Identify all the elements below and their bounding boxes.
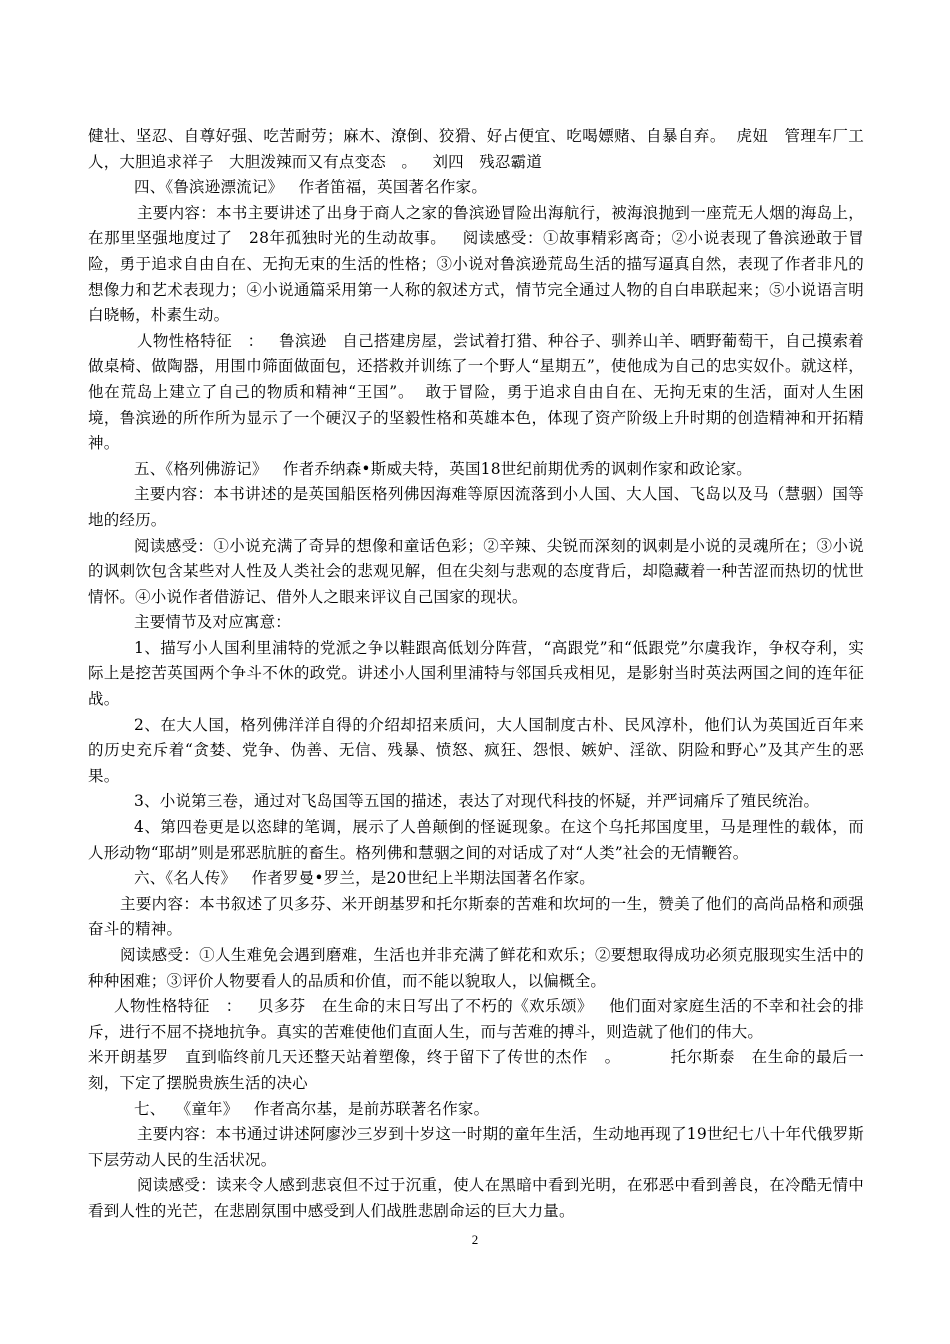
paragraph-gulliver-plot-3: 3、小说第三卷，通过对飞岛国等五国的描述，表达了对现代科技的怀疑，并严词痛斥了殖民统治。: [134, 792, 820, 811]
paragraph-childhood-feelings: 阅读感受：读来令人感到悲哀但不过于沉重，使人在黑暗中看到光明，在邪恶中看到善良，在冷酷无情中看到人性的光芒，在悲剧氛围中感受到人们战胜悲剧命运的巨大力量。: [88, 1176, 864, 1220]
paragraph-famous-lives-feelings: 阅读感受：①人生难免会遇到磨难，生活也并非充满了鲜花和欢乐；②要想取得成功必须克服现实生活中的种种困难；③评价人物要看人的品质和价值，而不能以貌取人，以偏概全。: [88, 946, 864, 990]
section-heading-gulliver: 五、《格列佛游记》 作者乔纳森•斯威夫特，英国18世纪前期优秀的讽刺作家和政论家。: [134, 459, 752, 478]
paragraph-luotuo-characters: 健壮、坚忍、自尊好强、吃苦耐劳；麻木、潦倒、狡猾、好占便宜、吃喝嫖赌、自暴自弃。 虎妞 管理车厂工人，大胆追求祥子 大胆泼辣而又有点变态 。 刘四 残忍霸道: [88, 127, 864, 171]
paragraph-gulliver-plot-4: 4、第四卷更是以恣肆的笔调，展示了人兽颠倒的怪诞现象。在这个乌托邦国度里，马是理性的载体，而人形动物“耶胡”则是邪恶肮脏的畜生。格列佛和慧骃之间的对话成了对“人类”社会的无情鞭笞。: [88, 818, 864, 862]
paragraph-gulliver-feelings: 阅读感受：①小说充满了奇异的想像和童话色彩；②辛辣、尖锐而深刻的讽刺是小说的灵魂所在；③小说的讽刺饮包含某些对人性及人类社会的悲观见解，但在尖刻与悲观的态度背后，却隐藏着一种苦涩而热切的忧世情怀。④小说作者借游记、借外人之眼来评议自己国家的现状。: [88, 536, 864, 606]
paragraph-childhood-summary: 主要内容：本书通过讲述阿廖沙三岁到十岁这一时期的童年生活，生动地再现了19世纪七八十年代俄罗斯下层劳动人民的生活状况。: [88, 1125, 864, 1169]
paragraph-robinson-summary: 主要内容：本书主要讲述了出身于商人之家的鲁滨逊冒险出海航行，被海浪抛到一座荒无人烟的海岛上，在那里坚强地度过了 28年孤独时光的生动故事。 阅读感受：①故事精彩离奇；②小说表现了鲁滨逊敢于冒险，勇于追求自由自在、无拘无束的生活的性格；③小说对鲁滨逊荒岛生活的描写逼真自然，表现了作者非凡的想像力和艺术表现力；④小说通篇采用第一人称的叙述方式，情节完全通过人物的自白串联起来；⑤小说语言明白晓畅，朴素生动。: [88, 203, 864, 325]
paragraph-gulliver-plot-2: 2、在大人国，格列佛洋洋自得的介绍却招来质问，大人国制度古朴、民风淳朴，他们认为英国近百年来的历史充斥着“贪婪、党争、伪善、无信、残暴、愤怒、疯狂、怨恨、嫉妒、淫欲、阴险和野心”及其产生的恶果。: [88, 715, 864, 785]
page-number: 2: [471, 1232, 479, 1247]
paragraph-michelangelo-tolstoy: 米开朗基罗 直到临终前几天还整天站着塑像，终于留下了传世的杰作 。 托尔斯泰 在生命的最后一刻，下定了摆脱贵族生活的决心: [88, 1048, 864, 1092]
section-heading-famous-lives: 六、《名人传》 作者罗曼•罗兰，是20世纪上半期法国著名作家。: [134, 869, 595, 888]
paragraph-gulliver-summary: 主要内容：本书讲述的是英国船医格列佛因海难等原因流落到小人国、大人国、飞岛以及马（慧骃）国等地的经历。: [88, 485, 864, 529]
paragraph-gulliver-plot-heading: 主要情节及对应寓意：: [134, 613, 292, 632]
paragraph-famous-lives-summary: 主要内容：本书叙述了贝多芬、米开朗基罗和托尔斯泰的苦难和坎坷的一生，赞美了他们的高尚品格和顽强奋斗的精神。: [88, 894, 864, 939]
paragraph-famous-lives-characters: 人物性格特征 ： 贝多芬 在生命的末日写出了不朽的《欢乐颂》 他们面对家庭生活的不幸和社会的排斥，进行不屈不挠地抗争。真实的苦难使他们直面人生，而与苦难的搏斗，则造就了他们的伟大。: [88, 997, 864, 1041]
paragraph-robinson-characters: 人物性格特征 ： 鲁滨逊 自己搭建房屋，尝试着打猎、种谷子、驯养山羊、晒野葡萄干，自己摸索着做桌椅、做陶器，用围巾筛面做面包，还搭救并训练了一个野人“星期五”，使他成为自己的忠实奴仆。就这样，他在荒岛上建立了自己的物质和精神“王国”。 敢于冒险，勇于追求自由自在、无拘无束的生活，面对人生困境，鲁滨逊的所作所为显示了一个硬汉子的坚毅性格和英雄本色，体现了资产阶级上升时期的创造精神和开拓精神。: [88, 331, 864, 453]
paragraph-gulliver-plot-1: 1、描写小人国利里浦特的党派之争以鞋跟高低划分阵营，“高跟党”和“低跟党”尔虞我诈，争权夺利，实际上是挖苦英国两个争斗不休的政党。讲述小人国利里浦特与邻国兵戎相见，是影射当时英法两国之间的连年征战。: [88, 638, 864, 709]
document-body: [88, 124, 864, 1225]
section-heading-childhood: 七、 《童年》 作者高尔基，是前苏联著名作家。: [134, 1099, 490, 1118]
section-heading-robinson: 四、《鲁滨逊漂流记》 作者笛福，英国著名作家。: [134, 178, 488, 197]
